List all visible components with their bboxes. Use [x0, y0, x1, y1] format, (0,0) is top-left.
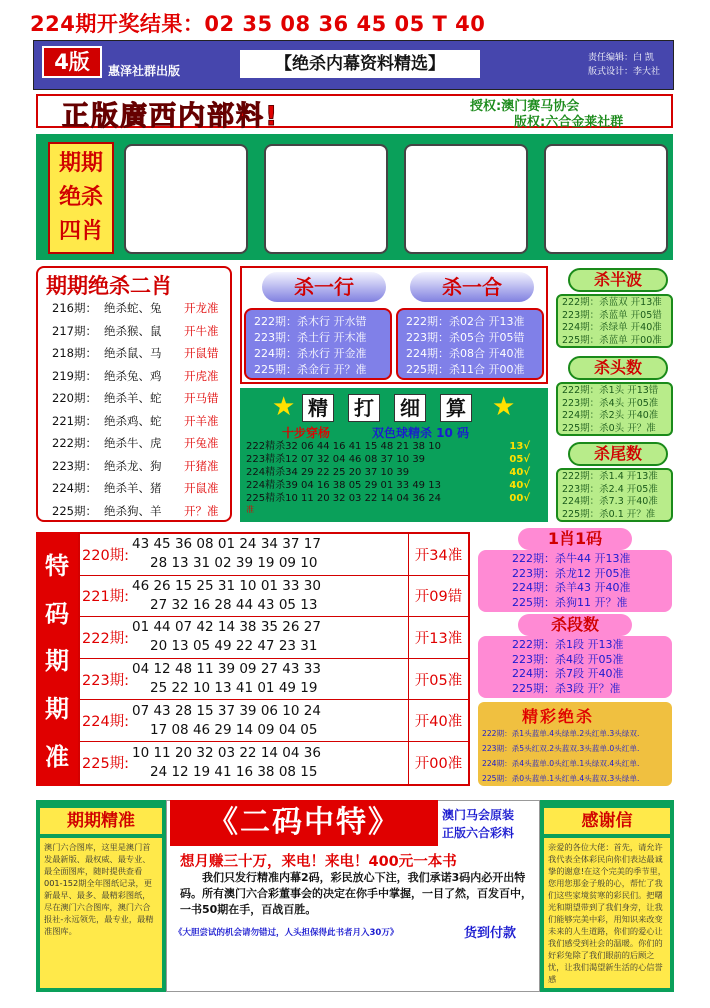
list-item [246, 440, 546, 453]
row-result: 40√ [509, 480, 530, 491]
special-label [36, 532, 78, 786]
numbers-line-2: 17 08 46 29 14 09 04 05 [150, 721, 318, 738]
center-text: 我们只发行精准内幕2码，彩民放心下注，我们承诺3码内必开出特码。所有澳门六合彩董事会的决定在你手中掌握，一目了然，百发百中，一书50期在手，百战百胜。 [180, 871, 532, 916]
issue: 221期: [82, 589, 130, 606]
list-item: 225期：杀3段 开？准 [512, 681, 621, 695]
list-item: 223期：杀5头红双.2头蓝双.3头蓝单.0头红单. [482, 744, 640, 753]
center-title: 《二码中特》 [170, 800, 438, 846]
list-item: 224期：杀羊43 开40准 [512, 581, 631, 594]
list-item: 222期：杀蓝双 开13准 [562, 297, 662, 308]
bottom-right-title: 感谢信 [544, 808, 670, 834]
table-row [80, 700, 468, 742]
numbers-line-2: 24 12 19 41 16 38 08 15 [150, 763, 318, 780]
numbers [132, 742, 408, 784]
head-number-title: 杀头数 [568, 356, 668, 380]
issue: 216期： [52, 301, 97, 316]
version-badge: 4版 [42, 46, 102, 78]
row-result: 05√ [509, 454, 530, 465]
list-item: 225期：杀狗11 开？准 [512, 595, 628, 609]
list-item [52, 455, 232, 478]
center-footer: 《大胆尝试的机会请勿错过，人头担保得此书者月入30万》 [174, 928, 399, 938]
list-item: 225期：杀0头蓝单.1头红单.4头蓝双.3头绿单. [482, 774, 640, 783]
kill-sum-list [396, 308, 544, 380]
numbers [132, 659, 408, 700]
numbers-line-2: 28 13 31 02 39 19 09 10 [150, 555, 318, 572]
row-result: 00√ [509, 493, 530, 504]
row-text: 224精杀39 04 16 38 05 29 01 33 49 13 [246, 480, 441, 491]
list-item [246, 492, 546, 505]
bottom-left-title: 期期精准 [40, 808, 162, 834]
head-number-list [556, 382, 673, 436]
title-char: 算 [440, 394, 472, 422]
special-table [78, 532, 470, 786]
table-row [80, 576, 468, 618]
list-item [52, 387, 232, 410]
kill-text: 绝杀龙、狗 [104, 458, 162, 473]
wonderful-title: 精彩绝杀 [522, 707, 595, 726]
precise-title [302, 394, 472, 422]
issue: 225期: [82, 756, 130, 773]
result: 开兔准 [184, 436, 219, 451]
result: 开虎准 [184, 368, 219, 383]
editor: 责任编辑：白 凯 [588, 53, 654, 63]
designer: 版式设计：李大社 [588, 67, 661, 77]
list-item [246, 453, 546, 466]
row-result: 13√ [509, 441, 530, 452]
label-line-2: 绝杀 [58, 185, 103, 210]
list-item: 225期：杀0头 开？准 [562, 422, 656, 434]
result: 开马错 [184, 391, 219, 406]
result: 开羊准 [184, 413, 219, 428]
list-item: 222期：杀木行 开水错 [254, 315, 367, 328]
center-side-2: 正版六合彩料 [442, 826, 515, 840]
issue: 222期: [82, 630, 130, 647]
title-char: 细 [394, 394, 426, 422]
numbers [132, 534, 408, 575]
segment-title: 杀段数 [518, 614, 632, 636]
list-item: 222期：杀1段 开13准 [512, 638, 624, 651]
table-row [80, 742, 468, 784]
kill-row-title: 杀一行 [262, 272, 386, 302]
animal-card-4 [544, 144, 668, 254]
one-zodiac-title: 1肖1码 [518, 528, 632, 550]
label-char: 码 [45, 599, 69, 628]
kill-text: 绝杀兔、鸡 [104, 368, 162, 383]
result: 开猪准 [184, 458, 219, 473]
animal-card-2 [264, 144, 388, 254]
half-wave-title: 杀半波 [568, 268, 668, 292]
numbers [132, 617, 408, 658]
kill-text: 绝杀牛、虎 [104, 436, 162, 451]
list-item: 225期：杀金行 开？准 [254, 363, 367, 376]
list-item [52, 342, 232, 365]
list-item: 223期：杀龙12 开05准 [512, 566, 631, 580]
numbers-line-1: 46 26 15 25 31 10 01 33 30 [132, 577, 321, 594]
center-side-1: 澳门马会原装 [442, 808, 515, 822]
kill-text: 绝杀猴、鼠 [104, 323, 162, 338]
banner-main: 正版廣西内部料! [62, 101, 280, 132]
list-item [52, 432, 232, 455]
list-item: 222期：杀1头 开13错 [562, 385, 659, 396]
list-item: 224期：杀2头 开40准 [562, 410, 659, 421]
banner-auth: 授权:澳门赛马协会 [470, 99, 580, 114]
numbers-line-1: 10 11 20 32 03 22 14 04 36 [132, 744, 321, 761]
issue: 222期： [52, 436, 97, 451]
list-item: 223期：杀4头 开05准 [562, 397, 659, 409]
table-row [80, 617, 468, 659]
result: 开牛准 [184, 323, 219, 338]
list-item [52, 477, 232, 500]
banner-copyright: 版权:六合金莱社群 [514, 115, 624, 130]
kill-text: 绝杀鼠、马 [104, 346, 162, 361]
issue: 219期： [52, 368, 97, 383]
label-line-1: 期期 [58, 151, 103, 176]
table-row [80, 534, 468, 576]
issue: 217期： [52, 323, 97, 338]
list-item [52, 500, 232, 523]
kill-text: 绝杀狗、羊 [104, 503, 162, 518]
list-item: 224期：杀水行 开金准 [254, 347, 367, 360]
list-item: 225期：杀11合 开00准 [406, 363, 525, 376]
kill-sum-title: 杀一合 [410, 272, 534, 302]
list-item [52, 297, 232, 320]
list-item: 224期：杀7.3 开40准 [562, 496, 658, 507]
result: 开05准 [408, 659, 468, 700]
kill-text: 绝杀鸡、蛇 [104, 413, 162, 428]
numbers [132, 576, 408, 617]
result: 开40准 [408, 700, 468, 741]
top-result: 224期开奖结果：02 35 08 36 45 05 T 40 [30, 12, 486, 36]
list-item: 223期：杀05合 开05错 [406, 331, 525, 344]
numbers-line-1: 01 44 07 42 14 38 35 26 27 [132, 619, 321, 636]
result: 开13准 [408, 617, 468, 658]
center-slogan: 想月赚三十万，来电！来电！400元一本书 [180, 854, 457, 870]
numbers-line-2: 20 13 05 49 22 47 23 31 [150, 638, 318, 655]
issue: 220期： [52, 391, 97, 406]
list-item: 223期：杀2.4 开05准 [562, 483, 658, 495]
wonderful-list [482, 726, 672, 786]
list-item: 224期：杀绿单 开40准 [562, 322, 662, 333]
bottom-left-text: 澳门六合图库，这里是澳门首发最新版、最权威、最专业、最全面图库，随时提供查看001-152期全年图纸记录，更新最早、最多、最精彩图纸，尽在澳门六合图库，澳门六合报社-永远领先，最专业，最精准图库。 [40, 838, 162, 988]
star-left-icon: ★ [272, 392, 296, 422]
issue: 223期: [82, 672, 130, 689]
numbers-line-2: 25 22 10 13 41 01 49 19 [150, 680, 318, 697]
row-text: 222精杀32 06 44 16 41 15 48 21 38 10 [246, 441, 441, 452]
tail-number-list [556, 468, 673, 522]
bottom-right-text: 亲爱的各位大佬：首先，请允许我代表全体彩民向你们表达最诚挚的谢意!在这个完美的季节里，您用您那金子般的心，帮忙了我们这些家境贫寒的彩民们。把曙光和期望带到了我们身旁，让我们能够完美中彩，用知识来改变未来的人生道路，你们的爱心让我们感受到社会的温暖。你们的好彩兔除了我们眼前的后顾之忧，让我们渴望新生活的心信誉感 [544, 838, 670, 988]
table-row [80, 659, 468, 701]
list-item: 224期：杀4头蓝单.0头红单.1头绿双.4头红单. [482, 759, 640, 768]
precise-subtitle-left: 十步穿杨 [282, 426, 331, 440]
numbers-line-1: 07 43 28 15 37 39 06 10 24 [132, 702, 321, 719]
kill-text: 绝杀羊、蛇 [104, 391, 162, 406]
label-line-3: 四肖 [58, 219, 103, 244]
list-item: 222期：杀02合 开13准 [406, 315, 525, 328]
star-right-icon: ★ [492, 392, 516, 422]
issue: 221期： [52, 413, 97, 428]
title-char: 精 [302, 394, 334, 422]
list-item: 225期：杀0.1 开？准 [562, 508, 656, 520]
list-item [52, 365, 232, 388]
list-item: 222期：杀1.4 开13准 [562, 471, 658, 482]
numbers-line-2: 27 32 16 28 44 43 05 13 [150, 596, 318, 613]
list-item [246, 479, 546, 492]
row-text: 224精杀34 29 22 25 20 37 10 39 [246, 467, 410, 478]
center-cod: 货到付款 [464, 926, 517, 941]
label-char: 准 [45, 742, 69, 771]
four-animals-label [48, 142, 114, 254]
result: 开34准 [408, 534, 468, 575]
list-item: 223期：杀土行 开木准 [254, 331, 367, 344]
row-result: 40√ [509, 467, 530, 478]
list-item: 225期：杀蓝单 开00准 [562, 334, 662, 346]
issue: 224期: [82, 714, 130, 731]
kill-two-list [52, 297, 232, 522]
result: 开鼠错 [184, 346, 219, 361]
result: 开？准 [184, 503, 219, 518]
issue: 223期： [52, 458, 97, 473]
publisher: 惠泽社群出版 [108, 64, 181, 78]
result: 开00准 [408, 742, 468, 784]
header-title: 【绝杀内幕资料精选】 [240, 50, 480, 78]
row-text: 225精杀10 11 20 32 03 22 14 04 36 24 [246, 493, 441, 504]
list-item: 222期：杀牛44 开13准 [512, 552, 631, 565]
tail-number-title: 杀尾数 [568, 442, 668, 466]
label-char: 特 [45, 552, 69, 581]
list-item: 224期：杀08合 开40准 [406, 347, 525, 360]
title-char: 打 [348, 394, 380, 422]
precise-subtitle-right: 双色球精杀 10 码 [372, 426, 470, 440]
kill-two-title: 期期绝杀二肖 [46, 274, 172, 298]
kill-text: 绝杀羊、猪 [104, 481, 162, 496]
result: 开鼠准 [184, 481, 219, 496]
numbers-line-1: 43 45 36 08 01 24 34 37 17 [132, 536, 321, 553]
animal-card-3 [404, 144, 528, 254]
numbers [132, 700, 408, 741]
list-item [52, 410, 232, 433]
issue: 218期： [52, 346, 97, 361]
result: 开09错 [408, 576, 468, 617]
result: 开龙准 [184, 301, 219, 316]
list-item: 223期：杀蓝单 开05错 [562, 309, 662, 321]
kill-row-list [244, 308, 392, 380]
half-wave-list [556, 294, 673, 348]
row-text: 223精杀12 07 32 04 46 08 37 10 39 [246, 454, 426, 465]
issue: 224期： [52, 481, 97, 496]
list-item: 223期：杀4段 开05准 [512, 652, 624, 666]
list-item: 222期：杀1头蓝单.4头绿单.2头红单.3头绿双. [482, 729, 640, 738]
kill-text: 绝杀蛇、兔 [104, 301, 162, 316]
list-item [246, 466, 546, 479]
list-item [52, 320, 232, 343]
animal-card-1 [124, 144, 248, 254]
one-zodiac-list [478, 550, 672, 612]
issue: 220期: [82, 547, 130, 564]
segment-list [478, 636, 672, 698]
label-char: 期 [45, 695, 69, 724]
precise-note: 准 [246, 505, 254, 514]
label-char: 期 [45, 647, 69, 676]
issue: 225期： [52, 503, 97, 518]
list-item: 224期：杀7段 开40准 [512, 667, 624, 680]
numbers-line-1: 04 12 48 11 39 09 27 43 33 [132, 661, 321, 678]
precise-list [246, 440, 546, 505]
